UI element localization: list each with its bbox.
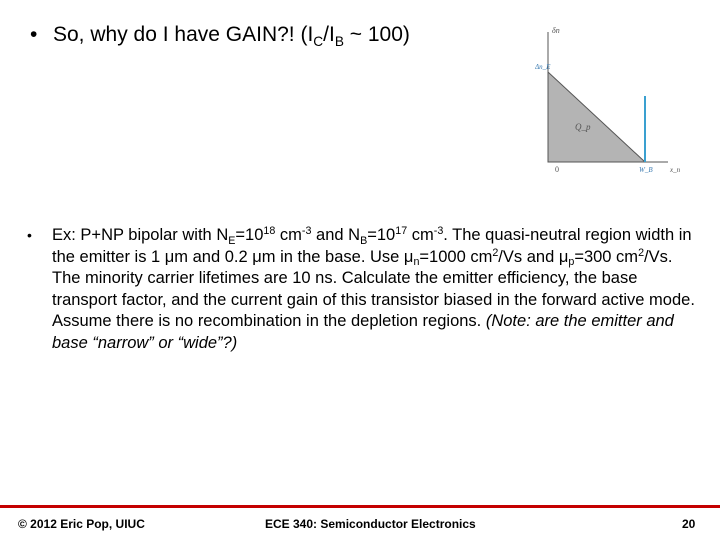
footer-page-number: 20 [682,517,696,531]
ex-sup-2b: 2 [638,246,645,259]
title-sub-c: C [313,33,324,49]
ex-p8: =1000 cm [419,247,493,266]
ex-sup-m3b: -3 [433,225,444,238]
ex-p5: =10 [367,226,396,244]
ex-sub-b: B [360,234,368,247]
ex-p2: =10 [235,226,264,244]
title-text-a: So, why do I have GAIN?! (I [53,23,314,46]
origin-label: 0 [555,165,559,174]
ex-p10: =300 cm [574,247,639,266]
title-bullet: • [30,23,38,46]
footer-course: ECE 340: Semiconductor Electronics [265,517,476,531]
title-text [53,20,410,50]
ex-p9: /Vs and μ [498,247,569,266]
footer-divider [0,505,720,508]
x-axis-label: x_n [670,166,681,174]
region-label: Q_p [575,122,591,132]
ex-p11: /Vs. The minority carrier lifetimes are 10 ns. Calculate the emitter efficiency, the base transport factor, and the current gain of this transistor biased in the forward active mode. Assume there is no recombination in the depletion regions. [52,247,695,331]
y-value-label: Δn_E [535,63,551,71]
example-problem [27,225,697,355]
ex-p4: and N [311,226,361,244]
title-text-c: ~ 100) [343,23,410,46]
title-text-b: /I [323,23,335,46]
ex-sup-2a: 2 [492,246,499,259]
ex-note: (Note: are the emitter and base “narrow” or “wide”?) [52,312,674,352]
footer-copyright: © 2012 Eric Pop, UIUC [18,517,145,531]
ex-p7: . The quasi-neutral region width in the emitter is 1 μm and 0.2 μm in the base. Use μ [52,226,692,266]
title-sub-b: B [334,33,344,49]
ex-p3: cm [275,226,302,244]
ex-p6: cm [407,226,434,244]
example-bullet: • [27,227,32,243]
w-label: W_B [639,166,653,174]
ex-sup-m3a: -3 [301,225,312,238]
ex-sup-18: 18 [263,225,276,238]
excess-carrier-region [548,72,645,162]
ex-sub-e: E [228,234,236,247]
y-axis-label: δn [552,26,560,35]
ex-sup-17: 17 [395,225,408,238]
ex-p1: Ex: P+NP bipolar with N [52,226,229,244]
example-text [52,225,697,355]
ex-sub-p: p [568,256,575,269]
minority-carrier-diagram [535,20,685,180]
ex-sub-n: n [413,256,420,269]
